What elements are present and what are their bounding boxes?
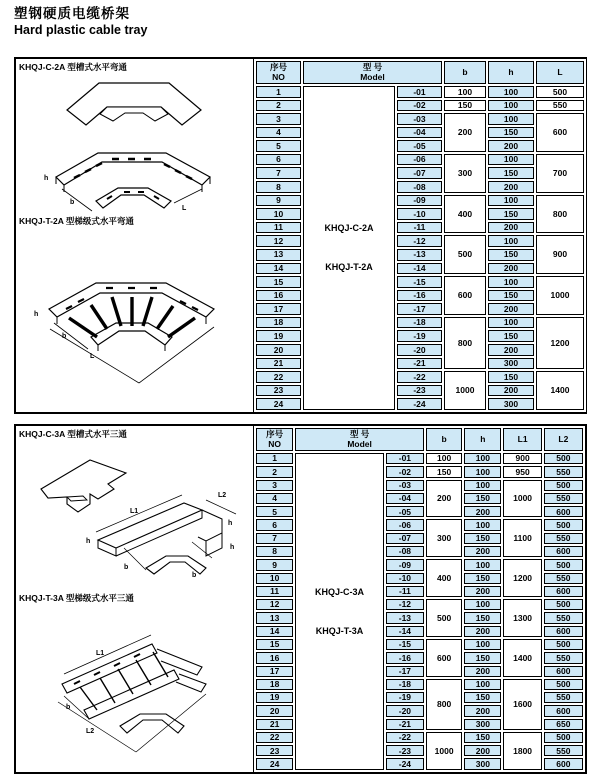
dim-label-b: b <box>192 572 197 579</box>
model-suffix-cell: -07 <box>386 533 424 544</box>
l2-value-cell: 550 <box>544 493 583 504</box>
row-number-cell: 9 <box>256 195 301 207</box>
h-value-cell: 100 <box>464 679 501 690</box>
model-suffix-cell: -10 <box>386 573 424 584</box>
l2-value-cell: 600 <box>544 506 583 517</box>
row-number-cell: 17 <box>256 303 301 315</box>
l1-value-cell: 1200 <box>503 559 541 597</box>
model-suffix-cell: -17 <box>386 666 424 677</box>
model-suffix-cell: -24 <box>397 398 442 410</box>
model-suffix-cell: -09 <box>397 195 442 207</box>
col-header-no-en: NO <box>272 71 285 82</box>
model-suffix-cell: -15 <box>397 276 442 288</box>
l-value-cell: 800 <box>536 195 584 234</box>
model-suffix-cell: -02 <box>397 100 442 112</box>
l2-value-cell: 550 <box>544 652 583 663</box>
h-value-cell: 200 <box>488 222 534 234</box>
model-suffix-cell: -16 <box>397 290 442 302</box>
row-number-cell: 7 <box>256 167 301 179</box>
l-value-cell: 1000 <box>536 276 584 315</box>
dim-label-l2: L2 <box>86 728 95 735</box>
h-value-cell: 100 <box>488 113 534 125</box>
col-header-model-zh: 型 号 <box>362 61 383 72</box>
l2-value-cell: 500 <box>544 679 583 690</box>
col-header-h: h <box>488 61 534 84</box>
dim-label-l: L <box>182 205 187 212</box>
model-suffix-cell: -17 <box>397 303 442 315</box>
model-suffix-cell: -13 <box>386 612 424 623</box>
row-number-cell: 13 <box>256 612 293 623</box>
b-value-cell: 100 <box>444 86 486 98</box>
h-value-cell: 150 <box>488 290 534 302</box>
l-value-cell: 500 <box>536 86 584 98</box>
row-number-cell: 1 <box>256 453 293 464</box>
row-number-cell: 18 <box>256 679 293 690</box>
row-number-cell: 23 <box>256 385 301 397</box>
h-value-cell: 100 <box>488 195 534 207</box>
model-suffix-cell: -14 <box>397 263 442 275</box>
model-suffix-cell: -19 <box>397 330 442 342</box>
model-cell <box>295 453 384 770</box>
label-khqj-c-3a: KHQJ-C-3A 型槽式水平三通 <box>19 429 127 439</box>
h-value-cell: 200 <box>488 344 534 356</box>
spec-table-tee <box>254 426 585 772</box>
l2-value-cell: 500 <box>544 559 583 570</box>
model-suffix-cell: -15 <box>386 639 424 650</box>
col-header-model-zh: 型 号 <box>349 428 370 439</box>
h-value-cell: 200 <box>464 506 501 517</box>
model-suffix-cell: -19 <box>386 692 424 703</box>
row-number-cell: 15 <box>256 276 301 288</box>
model-suffix-cell: -21 <box>397 358 442 370</box>
col-header-no <box>256 61 301 84</box>
h-value-cell: 100 <box>464 453 501 464</box>
l1-value-cell: 1300 <box>503 599 541 637</box>
l1-value-cell: 950 <box>503 466 541 477</box>
col-header-no-zh: 序号 <box>269 61 287 72</box>
drawing-panel-tee <box>16 426 254 772</box>
h-value-cell: 300 <box>464 758 501 770</box>
model-name: KHQJ-C-2A <box>324 223 374 233</box>
row-number-cell: 15 <box>256 639 293 650</box>
l2-value-cell: 500 <box>544 639 583 650</box>
drawing-ladder-elbow <box>34 271 222 389</box>
h-value-cell: 200 <box>464 745 501 756</box>
l2-value-cell: 600 <box>544 626 583 637</box>
col-header-b: b <box>426 428 462 451</box>
h-value-cell: 150 <box>488 249 534 261</box>
l2-value-cell: 550 <box>544 466 583 477</box>
h-value-cell: 300 <box>464 719 501 730</box>
b-value-cell: 150 <box>426 466 462 477</box>
b-value-cell: 1000 <box>444 371 486 410</box>
model-suffix-cell: -23 <box>397 385 442 397</box>
col-header-no-zh: 序号 <box>266 428 284 439</box>
model-suffix-cell: -11 <box>397 222 442 234</box>
model-suffix-cell: -03 <box>386 480 424 491</box>
row-number-cell: 6 <box>256 519 293 530</box>
h-value-cell: 100 <box>464 480 501 491</box>
model-name: KHQJ-T-2A <box>325 262 373 272</box>
model-suffix-cell: -18 <box>397 317 442 329</box>
row-number-cell: 2 <box>256 466 293 477</box>
h-value-cell: 200 <box>464 586 501 597</box>
model-suffix-cell: -07 <box>397 167 442 179</box>
h-value-cell: 200 <box>488 303 534 315</box>
h-value-cell: 150 <box>488 208 534 220</box>
h-value-cell: 100 <box>464 559 501 570</box>
model-suffix-cell: -12 <box>397 235 442 247</box>
h-value-cell: 200 <box>488 385 534 397</box>
row-number-cell: 6 <box>256 154 301 166</box>
h-value-cell: 150 <box>488 330 534 342</box>
row-number-cell: 13 <box>256 249 301 261</box>
b-value-cell: 500 <box>426 599 462 637</box>
model-name: KHQJ-C-3A <box>315 586 365 597</box>
b-value-cell: 300 <box>444 154 486 193</box>
row-number-cell: 20 <box>256 705 293 716</box>
b-value-cell: 1000 <box>426 732 462 770</box>
drawing-tray-tee <box>86 488 242 584</box>
h-value-cell: 150 <box>464 533 501 544</box>
l-value-cell: 1200 <box>536 317 584 369</box>
h-value-cell: 100 <box>488 317 534 329</box>
dim-label-h: h <box>86 538 91 545</box>
h-value-cell: 200 <box>488 181 534 193</box>
h-value-cell: 150 <box>464 732 501 743</box>
l2-value-cell: 500 <box>544 480 583 491</box>
model-suffix-cell: -10 <box>397 208 442 220</box>
l1-value-cell: 1800 <box>503 732 541 770</box>
model-suffix-cell: -04 <box>397 127 442 139</box>
row-number-cell: 17 <box>256 666 293 677</box>
b-value-cell: 800 <box>444 317 486 369</box>
model-suffix-cell: -13 <box>397 249 442 261</box>
h-value-cell: 150 <box>464 612 501 623</box>
model-suffix-cell: -22 <box>397 371 442 383</box>
model-suffix-cell: -14 <box>386 626 424 637</box>
l2-value-cell: 550 <box>544 692 583 703</box>
row-number-cell: 9 <box>256 559 293 570</box>
model-suffix-cell: -11 <box>386 586 424 597</box>
h-value-cell: 100 <box>488 235 534 247</box>
row-number-cell: 22 <box>256 732 293 743</box>
l2-value-cell: 500 <box>544 599 583 610</box>
h-value-cell: 100 <box>488 86 534 98</box>
l1-value-cell: 1400 <box>503 639 541 677</box>
row-number-cell: 8 <box>256 181 301 193</box>
row-number-cell: 3 <box>256 113 301 125</box>
l2-value-cell: 550 <box>544 533 583 544</box>
model-suffix-cell: -06 <box>386 519 424 530</box>
col-header-h: h <box>464 428 501 451</box>
model-suffix-cell: -18 <box>386 679 424 690</box>
b-value-cell: 100 <box>426 453 462 464</box>
row-number-cell: 5 <box>256 506 293 517</box>
col-header-no <box>256 428 293 451</box>
model-suffix-cell: -20 <box>386 705 424 716</box>
l1-value-cell: 1000 <box>503 480 541 518</box>
h-value-cell: 150 <box>464 692 501 703</box>
dim-label-b: b <box>124 564 129 571</box>
row-number-cell: 12 <box>256 235 301 247</box>
b-value-cell: 200 <box>426 480 462 518</box>
h-value-cell: 200 <box>488 263 534 275</box>
row-number-cell: 7 <box>256 533 293 544</box>
model-suffix-cell: -09 <box>386 559 424 570</box>
table-row <box>256 86 584 98</box>
b-value-cell: 300 <box>426 519 462 557</box>
l2-value-cell: 550 <box>544 745 583 756</box>
h-value-cell: 300 <box>488 358 534 370</box>
row-number-cell: 20 <box>256 344 301 356</box>
col-header-l1: L1 <box>503 428 541 451</box>
page-title-chinese: 塑钢硬质电缆桥架 <box>14 6 130 21</box>
l2-value-cell: 550 <box>544 573 583 584</box>
dim-label-l: L <box>90 353 95 360</box>
dim-label-b: b <box>66 704 71 711</box>
model-suffix-cell: -04 <box>386 493 424 504</box>
l2-value-cell: 600 <box>544 586 583 597</box>
dim-label-l2: L2 <box>218 492 227 499</box>
h-value-cell: 100 <box>464 466 501 477</box>
l2-value-cell: 500 <box>544 519 583 530</box>
b-value-cell: 500 <box>444 235 486 274</box>
col-header-model <box>295 428 424 451</box>
b-value-cell: 150 <box>444 100 486 112</box>
l-value-cell: 1400 <box>536 371 584 410</box>
h-value-cell: 100 <box>464 599 501 610</box>
drawing-panel-elbow <box>16 59 254 412</box>
h-value-cell: 100 <box>488 100 534 112</box>
l2-value-cell: 500 <box>544 453 583 464</box>
model-suffix-cell: -03 <box>397 113 442 125</box>
col-header-no-en: NO <box>268 438 281 449</box>
row-number-cell: 24 <box>256 398 301 410</box>
model-suffix-cell: -21 <box>386 719 424 730</box>
row-number-cell: 19 <box>256 330 301 342</box>
row-number-cell: 24 <box>256 758 293 770</box>
row-number-cell: 8 <box>256 546 293 557</box>
model-suffix-cell: -23 <box>386 745 424 756</box>
row-number-cell: 21 <box>256 358 301 370</box>
drawing-ladder-tee <box>54 622 222 762</box>
dim-label-b: b <box>70 199 75 206</box>
row-number-cell: 2 <box>256 100 301 112</box>
spec-block-elbow <box>14 57 587 414</box>
col-header-model-en: Model <box>360 71 385 82</box>
page-title-english: Hard plastic cable tray <box>14 22 148 37</box>
col-header-model-en: Model <box>347 438 372 449</box>
model-suffix-cell: -08 <box>397 181 442 193</box>
b-value-cell: 200 <box>444 113 486 152</box>
model-suffix-cell: -01 <box>397 86 442 98</box>
label-khqj-t-3a: KHQJ-T-3A 型梯级式水平三通 <box>19 593 134 603</box>
h-value-cell: 200 <box>464 705 501 716</box>
h-value-cell: 200 <box>464 626 501 637</box>
l-value-cell: 600 <box>536 113 584 152</box>
dim-label-l1: L1 <box>96 650 105 657</box>
h-value-cell: 200 <box>464 546 501 557</box>
h-value-cell: 150 <box>464 573 501 584</box>
row-number-cell: 3 <box>256 480 293 491</box>
h-value-cell: 150 <box>488 127 534 139</box>
row-number-cell: 16 <box>256 290 301 302</box>
h-value-cell: 150 <box>464 493 501 504</box>
h-value-cell: 200 <box>464 666 501 677</box>
dim-label-h: h <box>228 520 233 527</box>
h-value-cell: 100 <box>488 154 534 166</box>
b-value-cell: 400 <box>444 195 486 234</box>
model-suffix-cell: -02 <box>386 466 424 477</box>
l-value-cell: 900 <box>536 235 584 274</box>
label-khqj-t-2a: KHQJ-T-2A 型梯级式水平弯通 <box>19 216 134 226</box>
model-suffix-cell: -22 <box>386 732 424 743</box>
model-suffix-cell: -05 <box>386 506 424 517</box>
dim-label-b: b <box>62 333 67 340</box>
l2-value-cell: 650 <box>544 719 583 730</box>
h-value-cell: 150 <box>488 167 534 179</box>
col-header-b: b <box>444 61 486 84</box>
l1-value-cell: 900 <box>503 453 541 464</box>
h-value-cell: 150 <box>488 371 534 383</box>
label-khqj-c-2a: KHQJ-C-2A 型槽式水平弯通 <box>19 62 127 72</box>
l1-value-cell: 1600 <box>503 679 541 730</box>
row-number-cell: 10 <box>256 573 293 584</box>
l-value-cell: 700 <box>536 154 584 193</box>
row-number-cell: 10 <box>256 208 301 220</box>
dim-label-h: h <box>34 311 39 318</box>
model-suffix-cell: -24 <box>386 758 424 770</box>
l2-value-cell: 600 <box>544 546 583 557</box>
h-value-cell: 300 <box>488 398 534 410</box>
spec-table-elbow <box>254 59 586 412</box>
row-number-cell: 23 <box>256 745 293 756</box>
dim-label-h: h <box>44 175 49 182</box>
model-name: KHQJ-T-3A <box>315 625 364 636</box>
row-number-cell: 4 <box>256 493 293 504</box>
row-number-cell: 16 <box>256 652 293 663</box>
b-value-cell: 600 <box>426 639 462 677</box>
l1-value-cell: 1100 <box>503 519 541 557</box>
h-value-cell: 100 <box>464 519 501 530</box>
h-value-cell: 150 <box>464 652 501 663</box>
h-value-cell: 100 <box>464 639 501 650</box>
b-value-cell: 400 <box>426 559 462 597</box>
l2-value-cell: 600 <box>544 705 583 716</box>
b-value-cell: 600 <box>444 276 486 315</box>
l-value-cell: 550 <box>536 100 584 112</box>
row-number-cell: 1 <box>256 86 301 98</box>
row-number-cell: 5 <box>256 140 301 152</box>
l2-value-cell: 600 <box>544 666 583 677</box>
spec-block-tee <box>14 424 587 774</box>
page-title <box>14 6 147 39</box>
l2-value-cell: 500 <box>544 732 583 743</box>
row-number-cell: 4 <box>256 127 301 139</box>
row-number-cell: 14 <box>256 263 301 275</box>
row-number-cell: 12 <box>256 599 293 610</box>
model-suffix-cell: -08 <box>386 546 424 557</box>
row-number-cell: 22 <box>256 371 301 383</box>
model-suffix-cell: -20 <box>397 344 442 356</box>
drawing-tray-elbow <box>44 141 214 221</box>
l2-value-cell: 600 <box>544 758 583 770</box>
drawing-channel-elbow <box>64 79 204 131</box>
table-row <box>256 453 583 464</box>
dim-label-l1: L1 <box>130 508 139 515</box>
row-number-cell: 11 <box>256 586 293 597</box>
col-header-l2: L2 <box>544 428 583 451</box>
model-suffix-cell: -16 <box>386 652 424 663</box>
row-number-cell: 19 <box>256 692 293 703</box>
h-value-cell: 100 <box>488 276 534 288</box>
row-number-cell: 14 <box>256 626 293 637</box>
dim-label-h: h <box>230 544 235 551</box>
model-suffix-cell: -12 <box>386 599 424 610</box>
b-value-cell: 800 <box>426 679 462 730</box>
l2-value-cell: 550 <box>544 612 583 623</box>
model-suffix-cell: -06 <box>397 154 442 166</box>
model-cell <box>303 86 395 410</box>
model-suffix-cell: -01 <box>386 453 424 464</box>
row-number-cell: 18 <box>256 317 301 329</box>
row-number-cell: 11 <box>256 222 301 234</box>
row-number-cell: 21 <box>256 719 293 730</box>
col-header-l: L <box>536 61 584 84</box>
h-value-cell: 200 <box>488 140 534 152</box>
model-suffix-cell: -05 <box>397 140 442 152</box>
col-header-model <box>303 61 442 84</box>
